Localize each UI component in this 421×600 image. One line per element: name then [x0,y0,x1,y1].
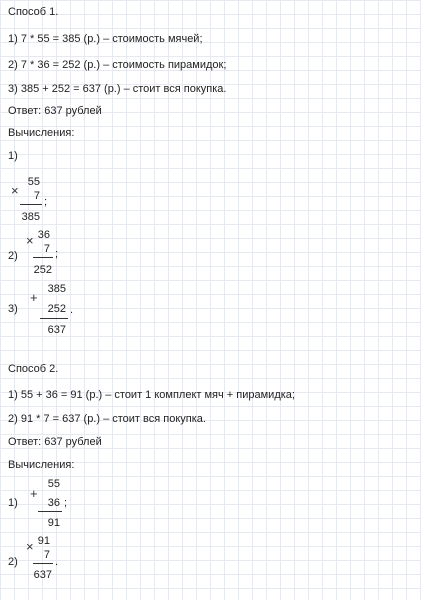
way1-calc1-operand-b: 7 [33,190,40,202]
way1-calc3-operand-a: 385 [47,283,66,295]
way2-title: Способ 2. [8,363,59,375]
way2-calc1-line [38,511,62,512]
way1-calc3-result: 637 [47,324,66,336]
way2-calc1-operand-b: 36 [47,497,60,509]
way2-calc1-number: 1) [8,497,18,509]
way2-calc1-end: ; [64,497,68,509]
way2-calc2-operand-b: 7 [43,549,50,561]
way2-calc-title: Вычисления: [8,459,75,471]
way1-step3: 3) 385 + 252 = 637 (р.) – стоит вся покупка. [8,83,227,95]
way1-calc3-number: 3) [8,303,18,315]
way1-step2: 2) 7 * 36 = 252 (р.) – стоимость пирамидок; [8,59,227,71]
way1-step1: 1) 7 * 55 = 385 (р.) – стоимость мячей; [8,33,203,45]
way2-calc1-plus-sign: + [30,486,38,501]
way1-calc2-result: 252 [33,264,52,276]
way2-calc2-end: . [55,556,59,568]
way1-calc3-operand-b: 252 [47,303,66,315]
way1-calc2-operand-a: 36 [37,229,50,241]
way1-calc1-operand-a: 55 [27,176,40,188]
way2-calc1-result: 91 [47,517,60,529]
way1-calc-title: Вычисления: [8,127,75,139]
way1-title: Способ 1. [8,6,59,18]
way2-calc1-operand-a: 55 [47,478,60,490]
way2-step2: 2) 91 * 7 = 637 (р.) – стоит вся покупка. [8,413,206,425]
way2-calc2-number: 2) [8,556,18,568]
way1-calc1-number: 1) [8,150,18,162]
way1-calc2-end: ; [55,248,59,260]
way1-calc1-line [20,204,42,205]
way1-calc3-plus-sign: + [30,290,38,305]
way2-step1: 1) 55 + 36 = 91 (р.) – стоит 1 комплект мяч + пирамидка; [8,389,295,401]
way2-calc2-multiply-sign: × [26,539,34,554]
way1-calc2-number: 2) [8,250,18,262]
way2-calc2-operand-a: 91 [37,535,50,547]
way1-calc2-line [33,257,53,258]
way2-answer: Ответ: 637 рублей [8,436,102,448]
way1-calc3-end: . [70,304,74,316]
way2-calc2-result: 637 [33,569,52,581]
way2-calc2-line [33,563,53,564]
way1-calc1-result: 385 [21,211,40,223]
way1-calc2-operand-b: 7 [43,243,50,255]
way1-calc1-end: ; [44,196,48,208]
way1-calc2-multiply-sign: × [26,233,34,248]
way1-calc1-multiply-sign: × [11,183,19,198]
way1-answer: Ответ: 637 рублей [8,105,102,117]
way1-calc3-line [40,318,68,319]
